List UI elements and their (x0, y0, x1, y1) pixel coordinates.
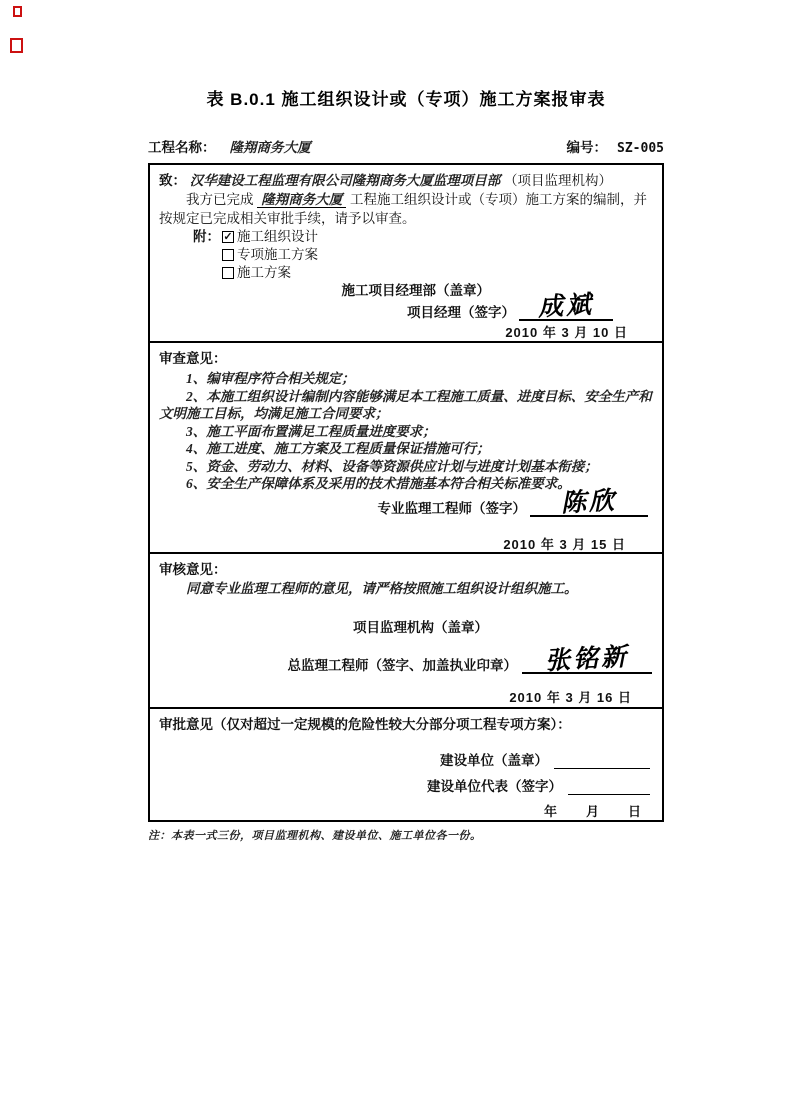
section-audit-opinion (150, 552, 662, 707)
supervising-engineer-signature: 陈欣 (560, 485, 618, 518)
supervising-engineer-sign-row (377, 485, 649, 518)
declaration-prefix: 我方已完成 (186, 192, 254, 207)
audit-opinion-comment-wrap (150, 579, 662, 598)
review-item: 1、编审程序符合相关规定； (186, 371, 355, 386)
project-name-value: 隆翔商务大厦 (229, 140, 311, 155)
approval-opinion-heading: 审批意见（仅对超过一定规模的危险性较大分部分项工程专项方案）： (159, 717, 571, 732)
supervision-org-stamp-line: 项目监理机构（盖章） (353, 620, 488, 635)
form-title: 表 B.0.1 施工组织设计或（专项）施工方案报审表 (206, 90, 606, 109)
audit-opinion-comment: 同意专业监理工程师的意见，请严格按照施工组织设计组织施工。 (186, 581, 578, 596)
client-representative-sign-label: 建设单位代表（签字） (427, 779, 562, 794)
chief-engineer-signature-line (522, 641, 652, 676)
review-item: 2、本施工组织设计编制内容能够满足本工程施工质量、进度目标、安全生产和文明施工目标，均满足施工合同要求； (159, 388, 652, 421)
review-opinion-items (150, 370, 662, 493)
checkbox-empty-icon (222, 249, 234, 261)
to-line (159, 171, 653, 190)
section-review-opinion (150, 341, 662, 552)
chief-engineer-sign-label: 总监理工程师（签字、加盖执业印章） (287, 658, 517, 673)
to-suffix: （项目监理机构） (504, 173, 613, 188)
declaration-suffix: 工程施工组织设计或（专项）施工方案的编制，并按规定已完成相关审批手续，请予以审查。 (159, 192, 648, 226)
attachment-option-label: 施工方案 (237, 265, 291, 280)
declaration-paragraph (159, 190, 653, 228)
checkbox-checked-icon: ✓ (223, 231, 233, 243)
project-manager-sign-row (407, 289, 613, 322)
form-number-label: 编号： (566, 140, 608, 155)
project-manager-sign-label: 项目经理（签字） (407, 305, 515, 320)
approval-date-placeholder: 年 月 日 (543, 804, 642, 819)
form-document (148, 88, 664, 843)
form-number-value: SZ-005 (617, 141, 664, 156)
form-header-row (148, 134, 664, 156)
footer-note: 注：本表一式三份，项目监理机构、建设单位、施工单位各一份。 (148, 830, 482, 842)
to-organization: 汉华建设工程监理有限公司隆翔商务大厦监理项目部 (189, 173, 501, 188)
contractor-stamp-line: 施工项目经理部（盖章） (341, 283, 490, 298)
client-representative-blank-line (568, 780, 650, 795)
section-submission (150, 165, 662, 341)
attachment-row-1 (193, 228, 653, 246)
client-stamp-label: 建设单位（盖章） (440, 753, 548, 768)
submission-text-block (150, 165, 662, 282)
attachment-row-2 (222, 246, 653, 264)
chief-engineer-signature: 张铭新 (544, 641, 630, 676)
client-representative-sign-row (427, 775, 650, 795)
review-opinion-heading: 审查意见： (159, 351, 227, 366)
section-approval-opinion (150, 707, 662, 820)
client-stamp-blank-line (554, 754, 650, 769)
review-item: 6、安全生产保障体系及采用的技术措施基本符合相关标准要求。 (186, 476, 571, 491)
project-manager-signature-line (519, 289, 613, 322)
review-item: 4、施工进度、施工方案及工程质量保证措施可行； (186, 441, 490, 456)
project-name-blank: 隆翔商务大厦 (257, 192, 346, 208)
submission-date: 2010 年 3 月 10 日 (505, 325, 628, 340)
review-item: 3、施工平面布置满足工程质量进度要求； (186, 423, 436, 439)
attachment-option-label: 施工组织设计 (237, 229, 318, 244)
audit-date: 2010 年 3 月 16 日 (509, 690, 632, 705)
form-table (148, 163, 664, 822)
project-manager-signature: 成斌 (537, 289, 595, 322)
supervising-engineer-signature-line (530, 485, 648, 518)
form-number-group (567, 136, 664, 156)
attachment-option-label: 专项施工方案 (237, 247, 318, 262)
red-scan-mark (13, 6, 22, 17)
review-item: 5、资金、劳动力、材料、设备等资源供应计划与进度计划基本衔接； (186, 458, 598, 474)
client-stamp-row (440, 749, 650, 769)
red-scan-mark (10, 38, 23, 53)
checkbox-empty-icon (222, 267, 234, 279)
attachment-label: 附： (193, 229, 220, 244)
chief-engineer-sign-row (287, 641, 653, 676)
to-label: 致： (159, 173, 186, 188)
audit-opinion-heading: 审核意见： (159, 562, 227, 577)
supervising-engineer-sign-label: 专业监理工程师（签字） (377, 501, 526, 516)
project-name-label: 工程名称： (148, 140, 216, 155)
review-date: 2010 年 3 月 15 日 (503, 537, 626, 552)
